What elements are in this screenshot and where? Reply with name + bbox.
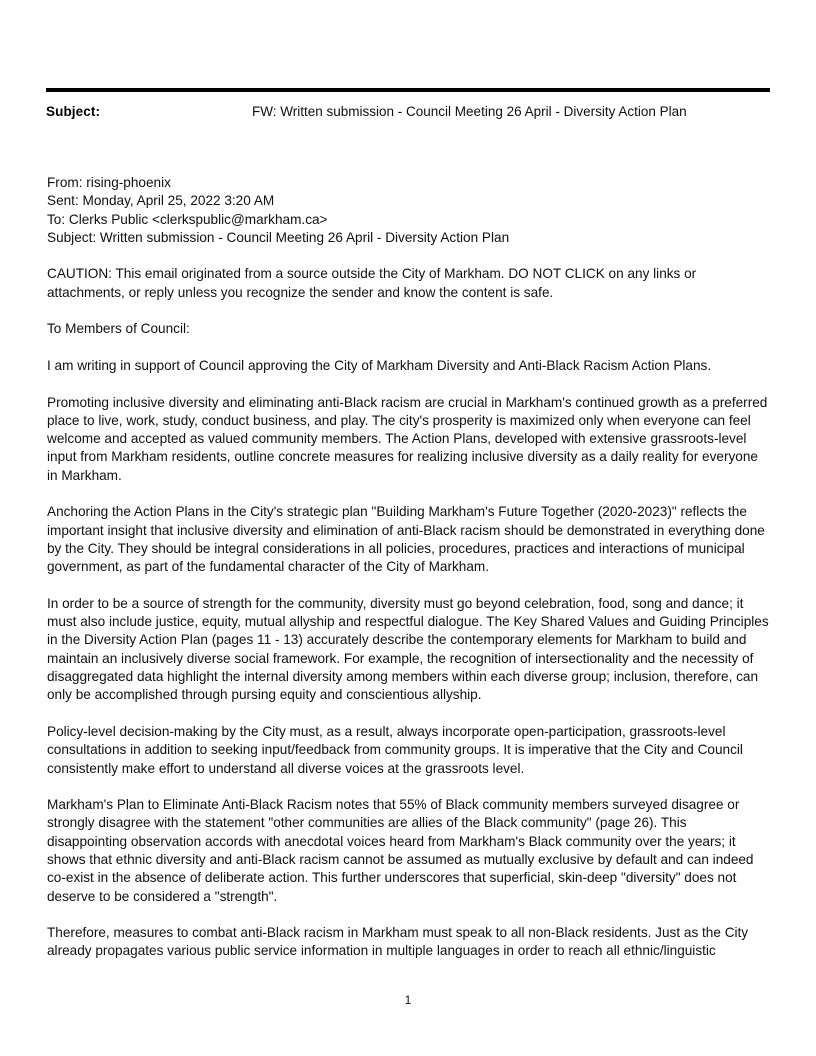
email-header-subject: Subject: Written submission - Council Meeting 26 April - Diversity Action Plan [47, 229, 510, 245]
body-paragraph-5: Policy-level decision-making by the City must, as a result, always incorporate open-participation, grassroots-level consultations in addition to seeking input/feedback from community groups. It is imperative that the City and Council consistently make effort to understand all diverse voices at the grassroots level. [47, 723, 743, 776]
header-divider-rule [46, 88, 770, 92]
body-paragraph-6: Markham's Plan to Eliminate Anti-Black Racism notes that 55% of Black community members surveyed disagree or strongly disagree with the statement "other communities are allies of the Black community" (page 26). This disappointing observation accords with anecdotal voices heard from Markham's Black community over the years; it shows that ethnic diversity and anti-Black racism cannot be assumed as mutually exclusive by default and can indeed co-exist in the absence of deliberate action. This further underscores that superficial, skin-deep "diversity" does not deserve to be considered a "strength". [47, 797, 754, 904]
spacer [47, 375, 769, 393]
spacer [47, 485, 769, 503]
spacer [47, 247, 769, 265]
subject-header-row [46, 104, 770, 124]
spacer [47, 906, 769, 924]
spacer [47, 705, 769, 723]
spacer [47, 577, 769, 595]
spacer [47, 302, 769, 320]
body-paragraph-3: Anchoring the Action Plans in the City's strategic plan "Building Markham's Future Together (2020-2023)" reflects the important insight that inclusive diversity and elimination of anti-Black racism should be demonstrated in everything done by the City. They should be integral considerations in all policies, procedures, practices and interactions of municipal government, as part of the fundamental character of the City of Markham. [47, 504, 765, 575]
body-paragraph-2: Promoting inclusive diversity and eliminating anti-Black racism are crucial in Markham's continued growth as a preferred place to live, work, study, conduct business, and play. The city's prosperity is maximized only when everyone can feel welcome and accepted as valued community members. The Action Plans, developed with extensive grassroots-level input from Markham residents, outline concrete measures for realizing inclusive diversity as a daily reality for everyone in Markham. [47, 394, 768, 483]
body-paragraph-1: I am writing in support of Council approving the City of Markham Diversity and Anti-Black Racism Action Plans. [47, 357, 712, 373]
body-paragraph-4: In order to be a source of strength for the community, diversity must go beyond celebration, food, song and dance; it must also include justice, equity, mutual allyship and respectful dialogue. The Key Shared Values and Guiding Principles in the Diversity Action Plan (pages 11 - 13) accurately describe the contemporary elements for Markham to build and maintain an inclusively diverse social framework. For example, the recognition of intersectionality and the necessity of disaggregated data highlight the internal diversity among members within each diverse group; inclusion, therefore, can only be accomplished through pursing equity and conscientious allyship. [47, 595, 769, 703]
spacer [47, 339, 769, 357]
document-body [47, 174, 769, 961]
email-header-sent: Sent: Monday, April 25, 2022 3:20 AM [47, 193, 275, 209]
salutation: To Members of Council: [47, 321, 190, 337]
spacer [47, 778, 769, 796]
body-paragraph-7: Therefore, measures to combat anti-Black racism in Markham must speak to all non-Black residents. Just as the City already propagates various public service information in multiple languages in order to reach all ethnic/linguistic [47, 925, 749, 959]
email-header-block [47, 174, 769, 247]
subject-value: FW: Written submission - Council Meeting 26 April - Diversity Action Plan [252, 104, 687, 119]
page-number: 1 [404, 993, 412, 1007]
email-header-from: From: rising-phoenix [47, 175, 171, 190]
email-header-to: To: Clerks Public <clerkspublic@markham.ca> [47, 211, 328, 227]
subject-label: Subject: [46, 104, 101, 119]
caution-notice: CAUTION: This email originated from a source outside the City of Markham. DO NOT CLICK on any links or attachments, or reply unless you recognize the sender and know the content is safe. [47, 266, 697, 300]
